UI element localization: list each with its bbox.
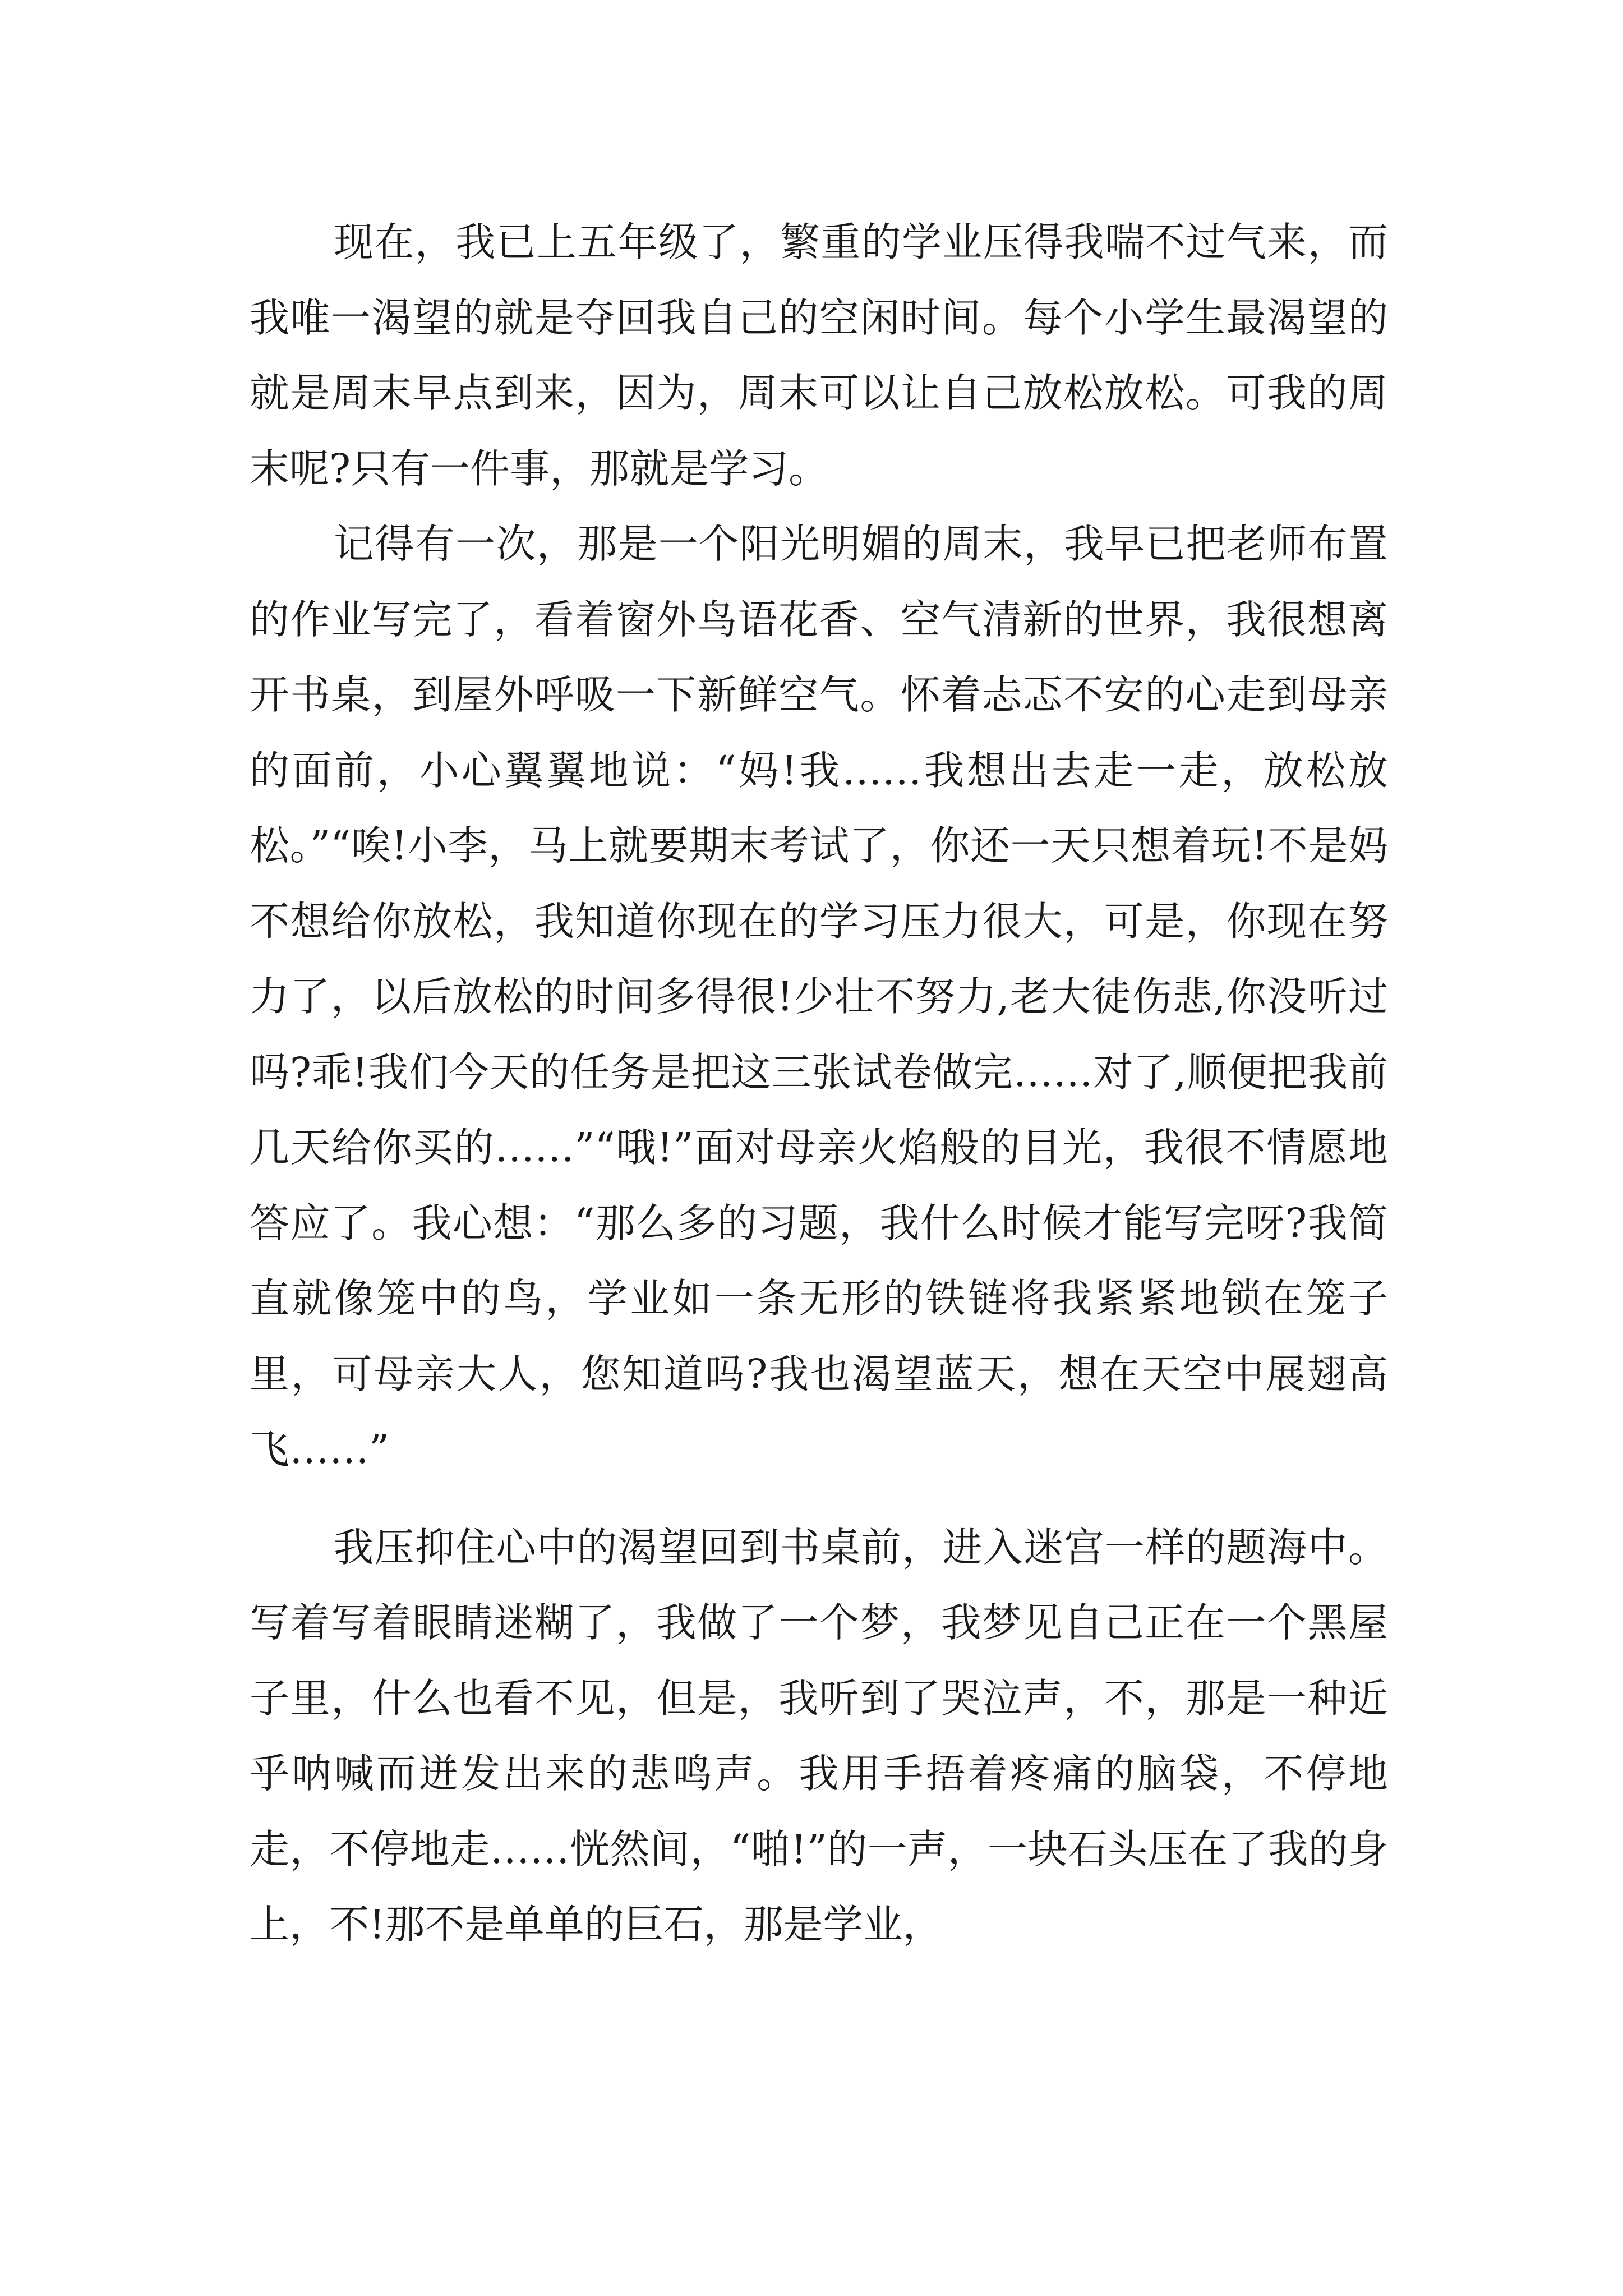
paragraph-2: 记得有一次，那是一个阳光明媚的周末，我早已把老师布置的作业写完了，看着窗外鸟语花香、空气清新的世界，我很想离开书桌，到屋外呼吸一下新鲜空气。怀着忐忑不安的心走到母亲的面前，小心翼翼地说：“妈!我……我想出去走一走，放松放松。”“唉!小李，马上就要期末考试了，你还一天只想着玩!不是妈不想给你放松，我知道你现在的学习压力很大，可是，你现在努力了，以后放松的时间多得很!少壮不努力,老大徒伤悲,你没听过吗?乖!我们今天的任务是把这三张试卷做完……对了,顺便把我前几天给你买的……”“哦!”面对母亲火焰般的目光，我很不情愿地答应了。我心想：“那么多的习题，我什么时候才能写完呀?我简直就像笼中的鸟，学业如一条无形的铁链将我紧紧地锁在笼子里，可母亲大人，您知道吗?我也渴望蓝天，想在天空中展翅高飞……” (250, 521, 1388, 1473)
paragraph-1: 现在，我已上五年级了，繁重的学业压得我喘不过气来，而我唯一渴望的就是夺回我自己的空闲时间。每个小学生最渴望的就是周末早点到来，因为，周末可以让自己放松放松。可我的周末呢?只有一件事，那就是学习。 (250, 219, 1388, 492)
body-text (250, 205, 1388, 1963)
paragraph-3: 我压抑住心中的渴望回到书桌前，进入迷宫一样的题海中。写着写着眼睛迷糊了，我做了一个梦，我梦见自己正在一个黑屋子里，什么也看不见，但是，我听到了哭泣声，不，那是一种近乎呐喊而迸发出来的悲鸣声。我用手捂着疼痛的脑袋，不停地走，不停地走……恍然间，“啪!”的一声，一块石头压在了我的身上，不!那不是单单的巨石，那是学业， (250, 1524, 1388, 1948)
